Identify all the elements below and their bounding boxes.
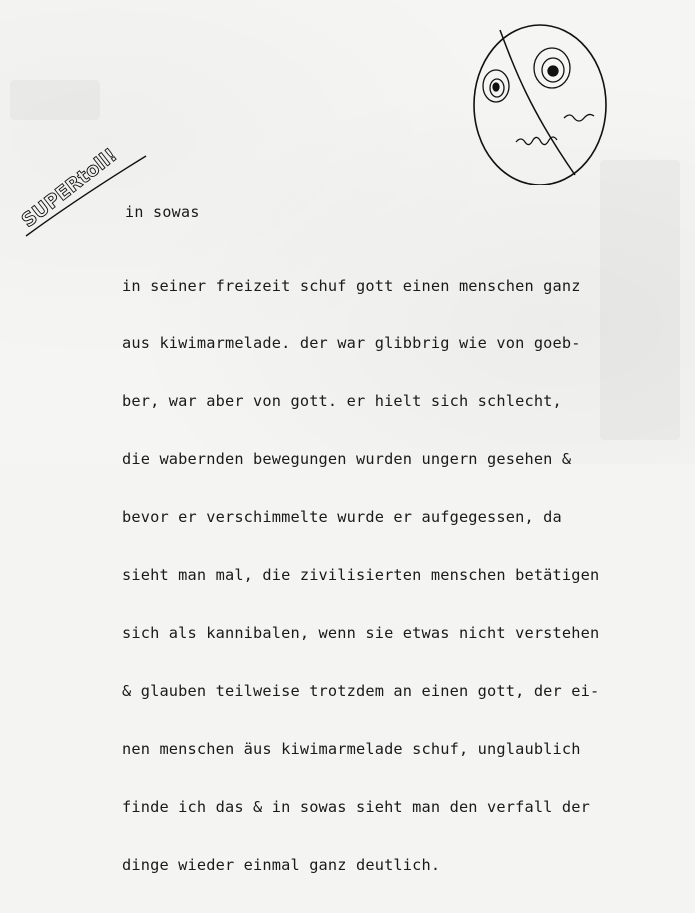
body-line: die wabernden bewegungen wurden ungern gesehen &	[122, 450, 572, 469]
body-line: aus kiwimarmelade. der war glibbrig wie von goeb-	[122, 334, 581, 353]
body-line: bevor er verschimmelte wurde er aufgegessen, da	[122, 508, 562, 527]
smiley-face-doodle-icon	[470, 10, 615, 185]
body-line: finde ich das & in sowas sieht man den verfall der	[122, 797, 590, 816]
supertoll-annotation	[18, 128, 148, 238]
heading: in sowas	[125, 203, 200, 221]
body-line: dinge wieder einmal ganz deutlich.	[122, 855, 441, 874]
bleed-through-shadow	[10, 80, 100, 120]
body-line: nen menschen äus kiwimarmelade schuf, unglaublich	[122, 739, 581, 758]
body-paragraph	[122, 238, 682, 913]
body-line: in seiner freizeit schuf gott einen menschen ganz	[122, 276, 581, 295]
body-line: & glauben teilweise trotzdem an einen gott, der ei-	[122, 681, 600, 700]
annotation-text: SUPERtoll!	[18, 144, 122, 232]
body-line: sich als kannibalen, wenn sie etwas nicht verstehen	[122, 623, 600, 642]
body-line: ber, war aber von gott. er hielt sich schlecht,	[122, 392, 562, 411]
body-line: sieht man mal, die zivilisierten menschen betätigen	[122, 566, 600, 585]
